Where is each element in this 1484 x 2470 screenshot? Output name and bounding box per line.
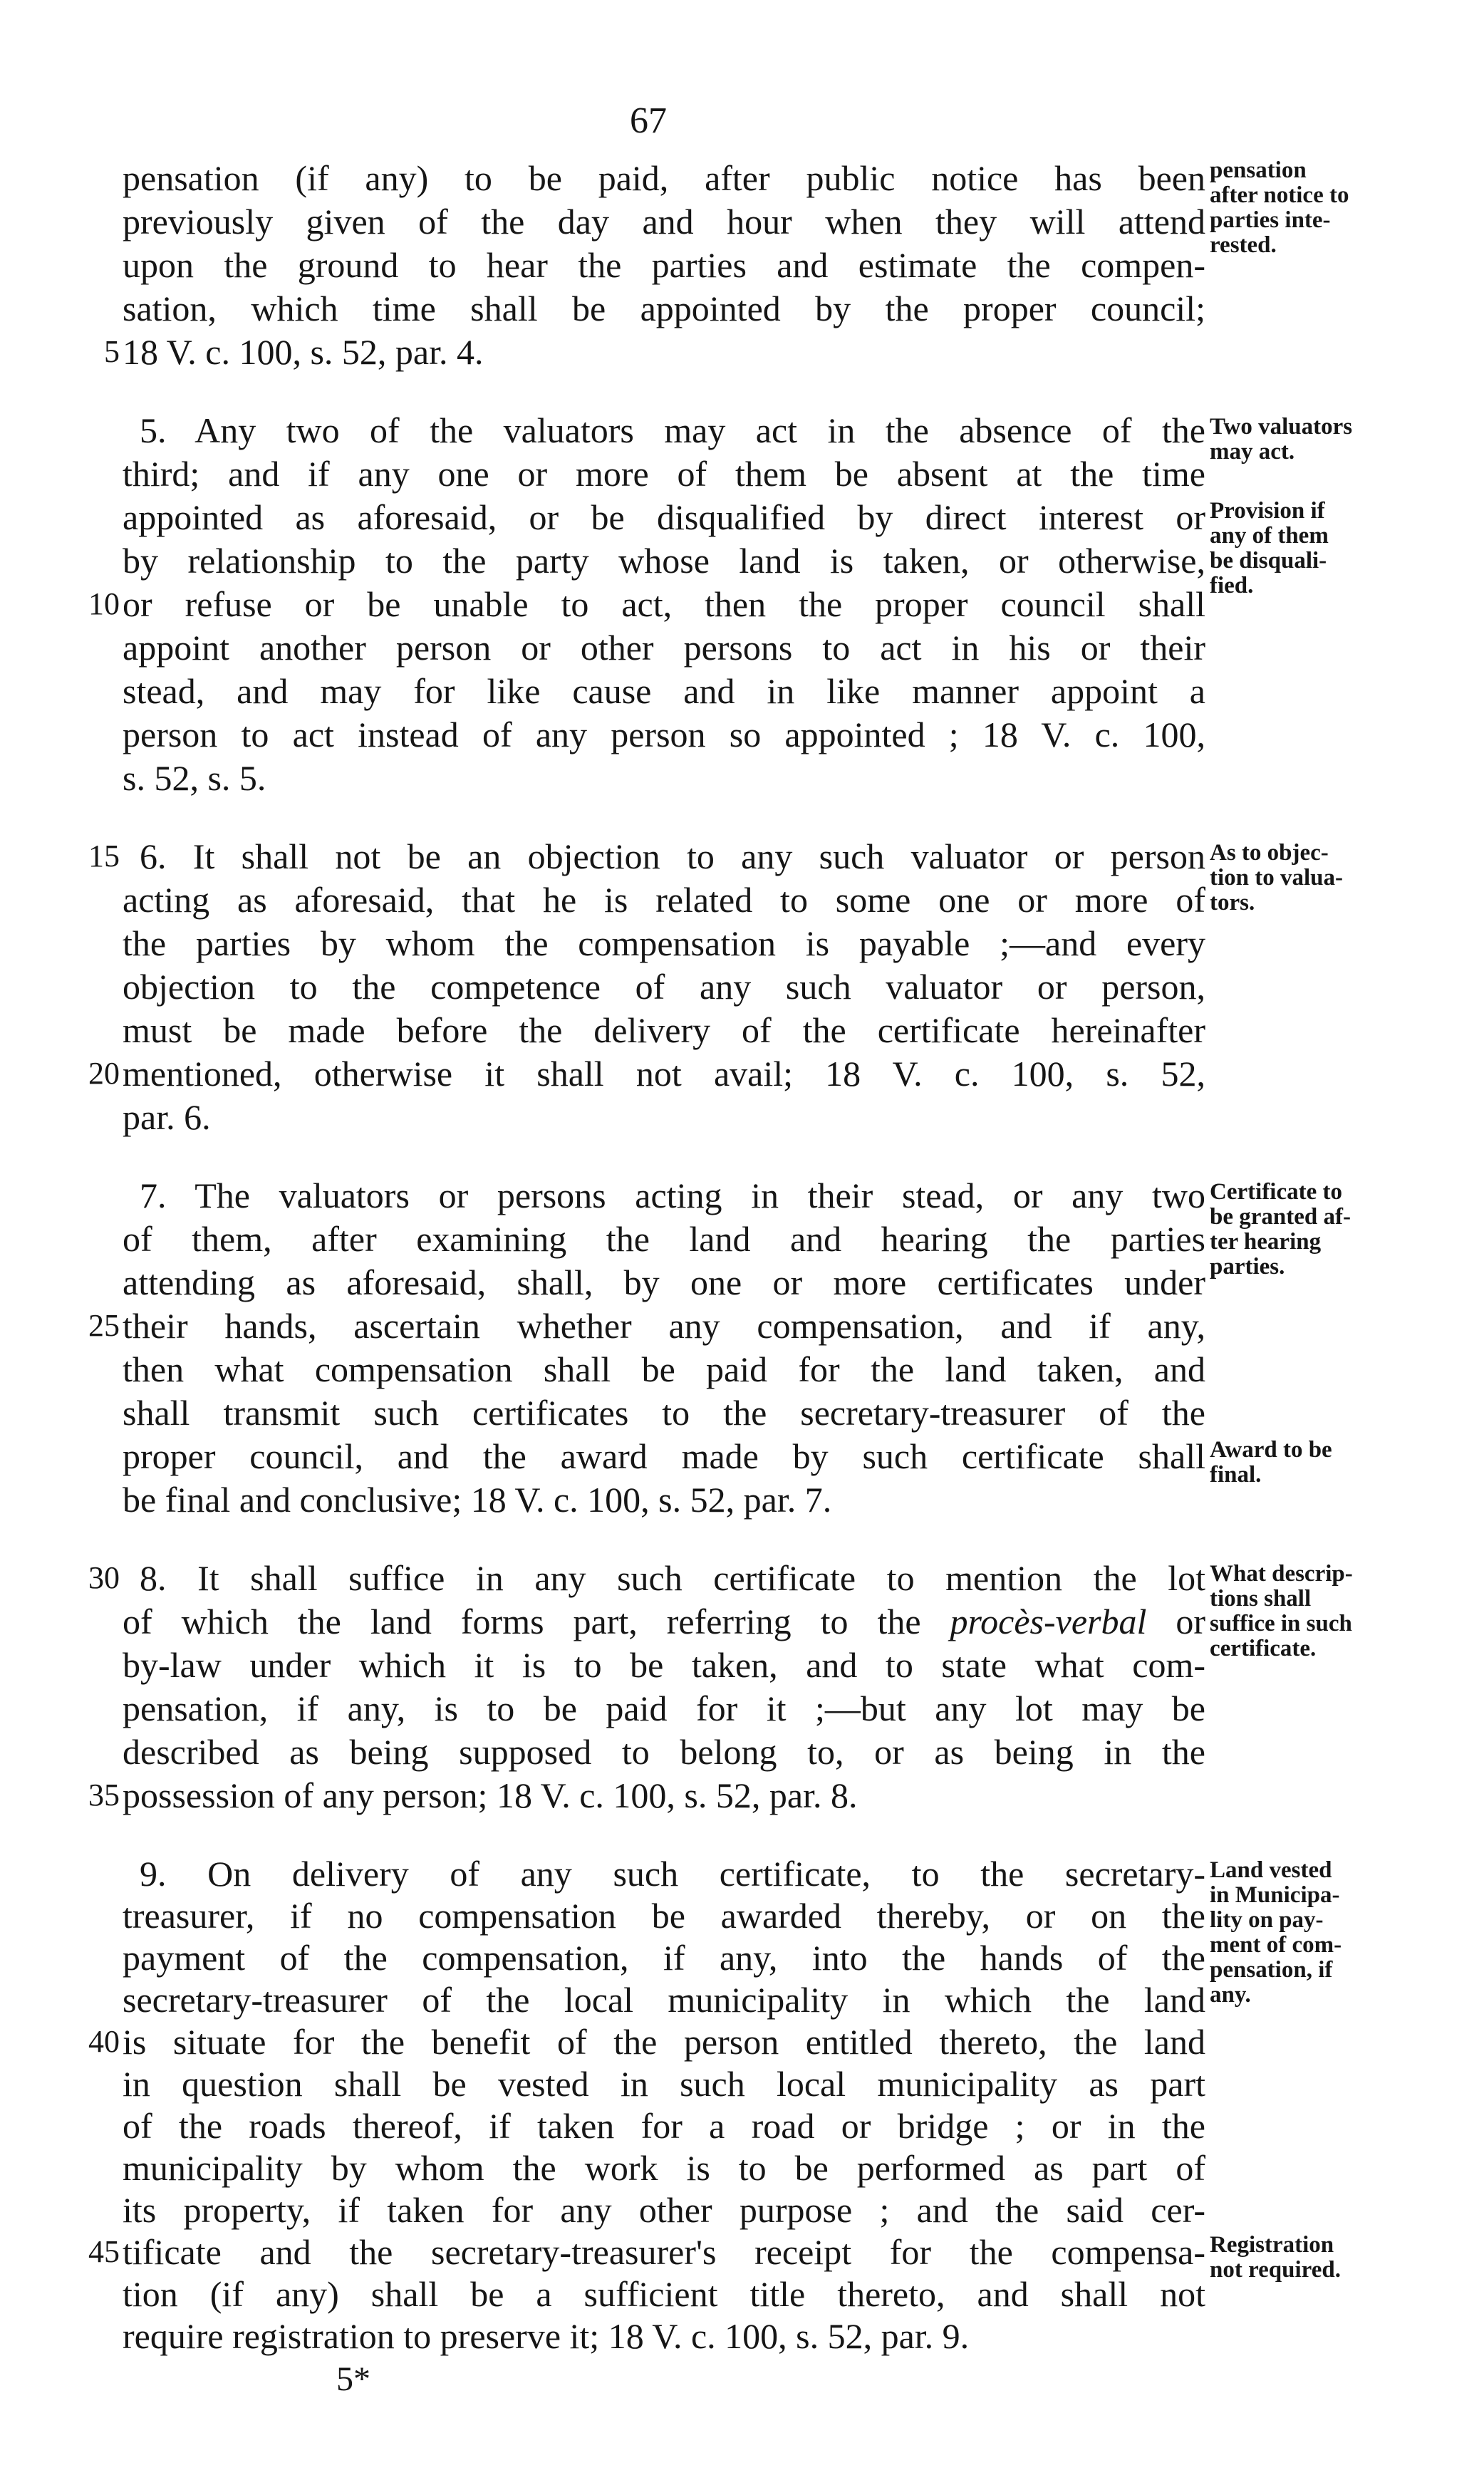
margin-note-line: What descrip-	[1210, 1561, 1353, 1587]
italic-term: procès-verbal	[950, 1602, 1147, 1641]
text-line: treasurer, if no compensation be awarded thereby, or on the	[123, 1896, 1205, 1936]
text-line: tificate and the secretary-treasurer's receipt for the compensa-	[123, 2232, 1205, 2272]
margin-note-line: ter hearing	[1210, 1229, 1322, 1255]
margin-note-line: fied.	[1210, 573, 1254, 598]
margin-note-line: suffice in such	[1210, 1611, 1352, 1636]
text-line: by relationship to the party whose land is taken, or otherwise,	[123, 541, 1205, 581]
text-line: 7. The valuators or persons acting in their stead, or any two	[140, 1176, 1205, 1215]
text-line: stead, and may for like cause and in like manner appoint a	[123, 671, 1205, 711]
line-number: 35	[88, 1778, 120, 1812]
text-line: third; and if any one or more of them be absent at the time	[123, 454, 1205, 494]
margin-note	[1210, 2233, 1423, 2283]
margin-note-line: Provision if	[1210, 498, 1325, 524]
signature-mark: 5*	[336, 2360, 370, 2398]
margin-note	[1210, 1858, 1423, 2008]
text-segment: or	[1176, 1602, 1206, 1641]
text-line: by-law under which it is to be taken, and to state what com-	[123, 1645, 1205, 1685]
margin-note	[1210, 841, 1423, 915]
margin-note-line: any of them	[1210, 523, 1329, 549]
text-line: appointed as aforesaid, or be disqualified by direct interest or	[123, 497, 1205, 537]
margin-note	[1210, 499, 1423, 598]
text-line: 8. It shall suffice in any such certificate to mention the lot	[140, 1558, 1205, 1598]
text-line: upon the ground to hear the parties and estimate the compen-	[123, 245, 1205, 285]
text-line: proper council, and the award made by such certificate shall	[123, 1436, 1205, 1476]
line-number: 20	[88, 1056, 120, 1091]
margin-note-line: As to objec-	[1210, 840, 1329, 866]
text-line: is situate for the benefit of the person entitled thereto, the land	[123, 2022, 1205, 2062]
text-line: its property, if taken for any other purpose ; and the said cer-	[123, 2190, 1205, 2230]
text-line: 18 V. c. 100, s. 52, par. 4.	[123, 332, 484, 372]
margin-note-line: tors.	[1210, 890, 1255, 915]
text-line: in question shall be vested in such local municipality as part	[123, 2064, 1205, 2104]
margin-note-line: any.	[1210, 1982, 1251, 2008]
text-line: possession of any person; 18 V. c. 100, s. 52, par. 8.	[123, 1775, 858, 1815]
text-line: must be made before the delivery of the certificate hereinafter	[123, 1010, 1205, 1050]
text-line: s. 52, s. 5.	[123, 758, 266, 798]
text-line: mentioned, otherwise it shall not avail; 18 V. c. 100, s. 52,	[123, 1054, 1205, 1094]
margin-note	[1210, 1438, 1423, 1488]
margin-note-line: Award to be	[1210, 1437, 1332, 1463]
line-number: 15	[88, 839, 120, 873]
margin-note-line: tions shall	[1210, 1586, 1312, 1612]
text-line: 6. It shall not be an objection to any such valuator or person	[140, 836, 1205, 876]
margin-note-line: after notice to	[1210, 182, 1349, 208]
text-line: 9. On delivery of any such certificate, to the secretary-	[140, 1854, 1205, 1894]
margin-note-line: tion to valua-	[1210, 865, 1344, 891]
margin-note-line: parties inte-	[1210, 207, 1331, 233]
margin-note-line: Certificate to	[1210, 1179, 1342, 1205]
text-line: pensation (if any) to be paid, after public notice has been	[123, 158, 1205, 198]
text-line: shall transmit such certificates to the secretary-treasurer of the	[123, 1393, 1205, 1433]
text-line: payment of the compensation, if any, into the hands of the	[123, 1938, 1205, 1978]
margin-note	[1210, 415, 1423, 465]
text-line: acting as aforesaid, that he is related to some one or more of	[123, 880, 1205, 920]
text-line: then what compensation shall be paid for the land taken, and	[123, 1349, 1205, 1389]
margin-note-line: pensation, if	[1210, 1957, 1333, 1983]
margin-note-line: pensation	[1210, 157, 1307, 183]
line-number: 40	[88, 2024, 120, 2059]
line-number: 5	[104, 334, 120, 369]
line-number: 25	[88, 1308, 120, 1343]
margin-note-line: rested.	[1210, 232, 1277, 258]
text-line-with-italic	[123, 1600, 1205, 1644]
margin-note	[1210, 1562, 1423, 1661]
text-line: their hands, ascertain whether any compensation, and if any,	[123, 1306, 1205, 1346]
line-number: 45	[88, 2234, 120, 2269]
text-line: pensation, if any, is to be paid for it ;—but any lot may be	[123, 1688, 1205, 1728]
text-line: the parties by whom the compensation is payable ;—and every	[123, 923, 1205, 963]
text-line: person to act instead of any person so appointed ; 18 V. c. 100,	[123, 715, 1205, 754]
margin-note-line: Registration	[1210, 2232, 1334, 2258]
margin-note-line: be disquali-	[1210, 548, 1327, 574]
margin-note-line: parties.	[1210, 1254, 1285, 1280]
margin-note-line: final.	[1210, 1462, 1262, 1488]
margin-note	[1210, 158, 1423, 258]
text-line: of the roads thereof, if taken for a road or bridge ; or in the	[123, 2106, 1205, 2146]
text-line: previously given of the day and hour when they will attend	[123, 202, 1205, 242]
text-line: be final and conclusive; 18 V. c. 100, s. 52, par. 7.	[123, 1480, 832, 1520]
text-line: appoint another person or other persons to act in his or their	[123, 628, 1205, 668]
line-number: 10	[88, 586, 120, 621]
text-line: tion (if any) shall be a sufficient title thereto, and shall not	[123, 2274, 1205, 2314]
text-segment: of which the land forms part, referring to the	[123, 1602, 921, 1641]
text-line: attending as aforesaid, shall, by one or more certificates under	[123, 1262, 1205, 1302]
margin-note	[1210, 1180, 1423, 1280]
text-line: par. 6.	[123, 1097, 211, 1137]
margin-note-line: Land vested	[1210, 1857, 1332, 1883]
margin-note-line: certificate.	[1210, 1636, 1317, 1661]
page-number: 67	[630, 100, 667, 141]
text-line: or refuse or be unable to act, then the proper council shall	[123, 584, 1205, 624]
margin-note-line: not required.	[1210, 2257, 1341, 2283]
margin-note-line: be granted af-	[1210, 1204, 1351, 1230]
text-line: of them, after examining the land and hearing the parties	[123, 1219, 1205, 1259]
line-number: 30	[88, 1560, 120, 1595]
margin-note-line: lity on pay-	[1210, 1907, 1324, 1933]
margin-note-line: may act.	[1210, 439, 1295, 465]
text-line: municipality by whom the work is to be performed as part of	[123, 2148, 1205, 2188]
text-line: described as being supposed to belong to, or as being in the	[123, 1732, 1205, 1772]
text-line: 5. Any two of the valuators may act in the absence of the	[140, 410, 1205, 450]
margin-note-line: in Municipa-	[1210, 1882, 1340, 1908]
margin-note-line: ment of com-	[1210, 1932, 1342, 1958]
text-line: sation, which time shall be appointed by the proper council;	[123, 289, 1205, 328]
margin-note-line: Two valuators	[1210, 414, 1353, 440]
text-line: objection to the competence of any such valuator or person,	[123, 967, 1205, 1007]
text-line: require registration to preserve it; 18 V. c. 100, s. 52, par. 9.	[123, 2316, 970, 2356]
text-line: secretary-treasurer of the local municipality in which the land	[123, 1980, 1205, 2020]
